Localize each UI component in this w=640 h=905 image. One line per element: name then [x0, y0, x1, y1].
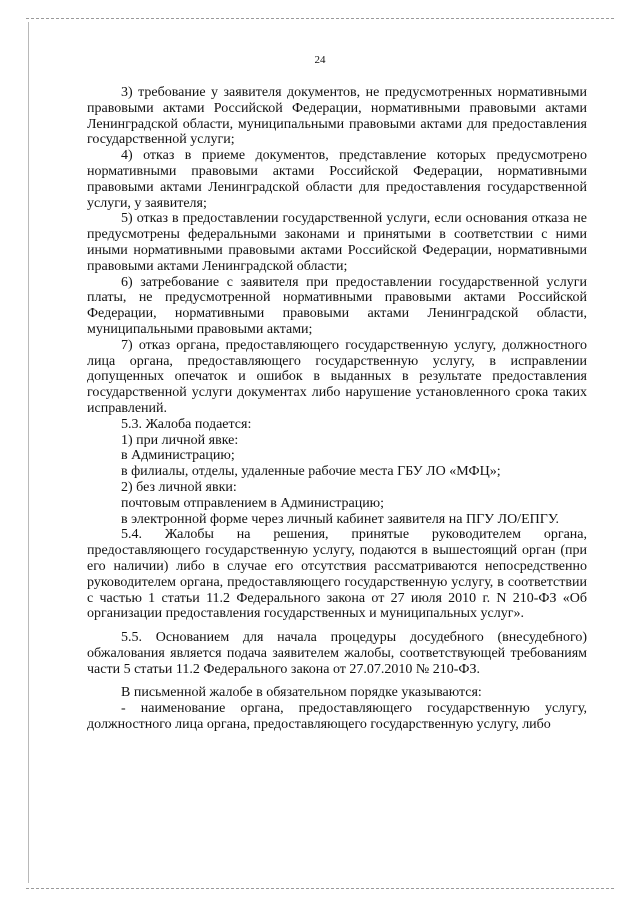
- paragraph-organ-name: - наименование органа, предоставляющего государственную услугу, должностного лица органа, предоставляющего государственную услугу, либо: [87, 701, 587, 733]
- paragraph-by-post: почтовым отправлением в Администрацию;: [121, 495, 385, 511]
- paragraph-item-6: 6) затребование с заявителя при предоставлении государственной услуги платы, не предусмотренной нормативными правовыми актами Российской Федерации, нормативными правовыми актами Ленинградской области, муниципальными правовыми актами;: [87, 274, 587, 337]
- document-body: [87, 85, 587, 733]
- paragraph-5-3-heading: 5.3. Жалоба подается:: [121, 416, 252, 432]
- paragraph-complaint-contents: В письменной жалобе в обязательном порядке указываются:: [121, 685, 482, 701]
- paragraph-to-administration: в Администрацию;: [121, 448, 235, 464]
- paragraph-item-4: 4) отказ в приеме документов, представление которых предусмотрено нормативными правовыми актами Российской Федерации, нормативными правовыми актами Ленинградской области для предоставления государственной услуги, у заявителя;: [87, 148, 587, 211]
- paragraph-5-5: 5.5. Основанием для начала процедуры досудебного (внесудебного) обжалования является подача заявителем жалобы, соответствующей требованиям части 5 статьи 11.2 Федерального закона от 27.07.2010 № 210-ФЗ.: [87, 630, 587, 677]
- paragraph-in-person: 1) при личной явке:: [121, 432, 239, 448]
- paragraph-to-mfc-branches: в филиалы, отделы, удаленные рабочие места ГБУ ЛО «МФЦ»;: [121, 464, 501, 480]
- paragraph-electronic: в электронной форме через личный кабинет заявителя на ПГУ ЛО/ЕПГУ.: [121, 511, 559, 527]
- page-number: 24: [314, 54, 326, 66]
- paragraph-item-5: 5) отказ в предоставлении государственной услуги, если основания отказа не предусмотрены федеральными законами и принятыми в соответствии с ними иными нормативными правовыми актами Российской Федерации, нормативными правовыми актами Ленинградской области;: [87, 211, 587, 274]
- scan-edge-bottom: [26, 888, 614, 889]
- paragraph-remote: 2) без личной явки:: [121, 479, 237, 495]
- scan-edge-left: [28, 22, 29, 883]
- paragraph-5-4: 5.4. Жалобы на решения, принятые руководителем органа, предоставляющего государственную услугу, подаются в вышестоящий орган (при его наличии) либо в случае его отсутствия рассматриваются непосредственно руководителем органа, предоставляющего государственную услугу, в соответствии с частью 1 статьи 11.2 Федерального закона от 27 июля 2010 г. N 210-ФЗ «Об организации предоставления государственных и муниципальных услуг».: [87, 527, 587, 622]
- paragraph-item-3: 3) требование у заявителя документов, не предусмотренных нормативными правовыми актами Российской Федерации, нормативными правовыми актами Ленинградской области, муниципальными правовыми актами для предоставления государственной услуги;: [87, 85, 587, 148]
- scan-edge-top: [26, 18, 614, 19]
- paragraph-item-7: 7) отказ органа, предоставляющего государственную услугу, должностного лица органа, предоставляющего государственную услугу, в исправлении допущенных опечаток и ошибок в выданных в результате предоставления государственной услуги документах либо нарушение установленного срока таких исправлений.: [87, 337, 587, 416]
